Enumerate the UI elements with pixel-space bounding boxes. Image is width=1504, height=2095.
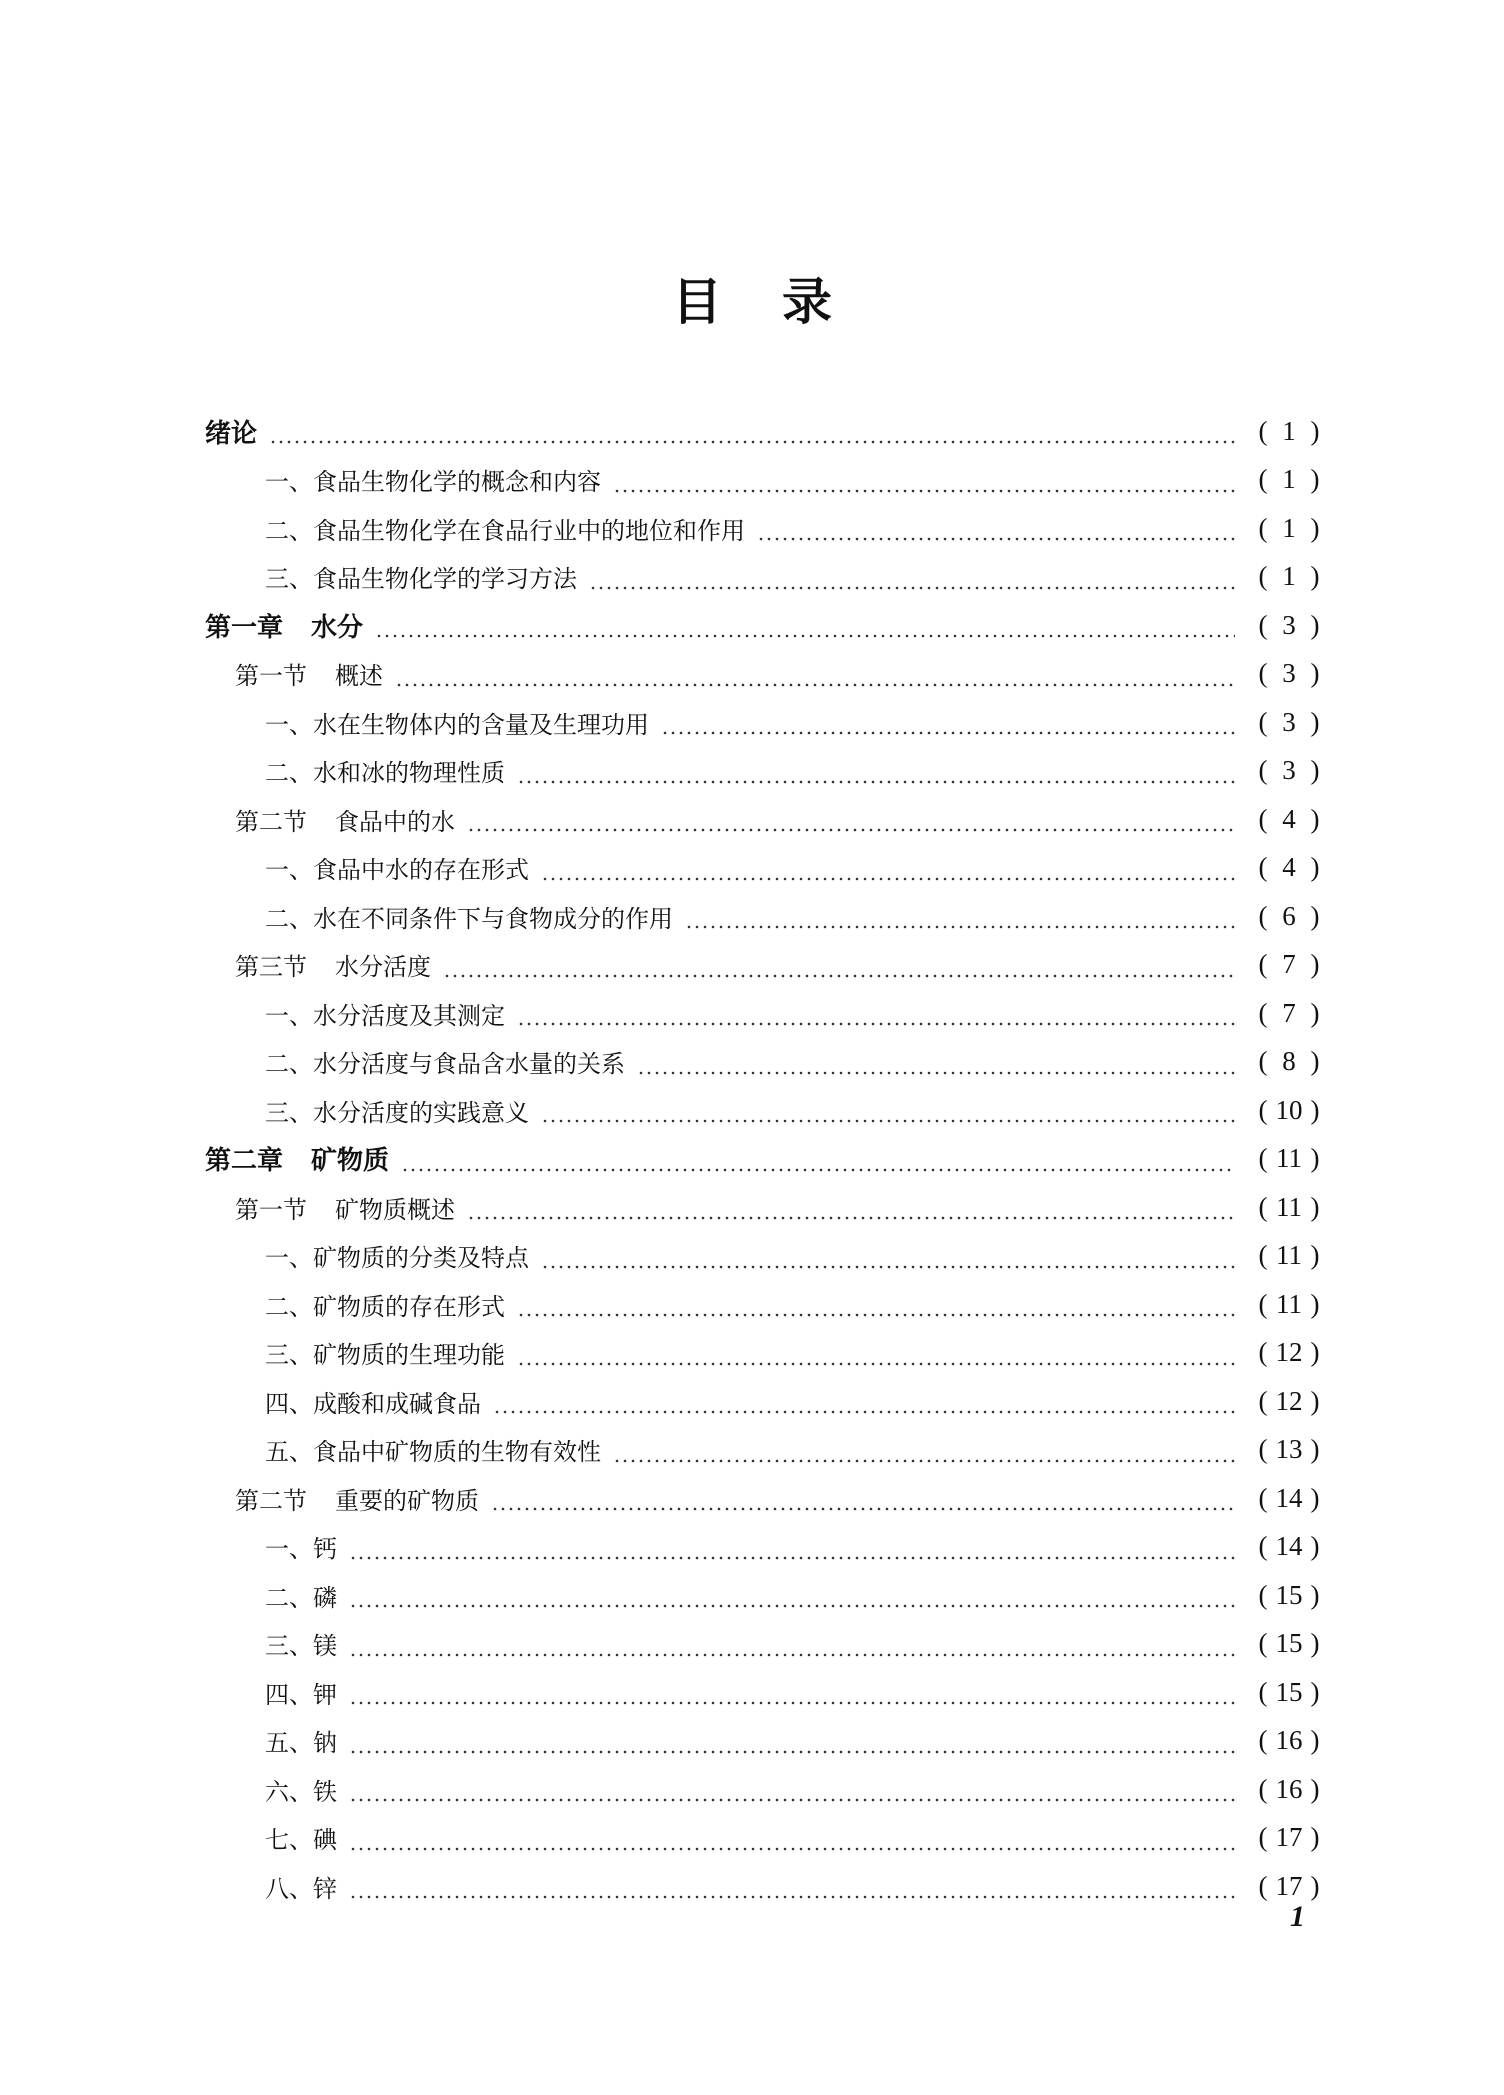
open-paren: ( [1258,561,1268,592]
toc-entry-label [265,850,535,885]
toc-entry-title: 一、水在生物体内的含量及生理功用 [265,710,649,739]
dot-leader [517,1000,1235,1026]
dot-leader [613,1437,1235,1463]
close-paren: ) [1310,609,1320,640]
toc-entry-page [1249,561,1329,592]
toc-entry-label [265,899,679,934]
open-paren: ( [1258,1191,1268,1222]
close-paren: ) [1310,1094,1320,1125]
toc-entry-label [205,607,369,644]
page-number-value: 4 [1282,803,1296,834]
close-paren: ) [1310,949,1320,980]
toc-entry-title: 矿物质 [311,1146,390,1177]
toc-entry-label [265,753,511,788]
dot-leader [349,1825,1235,1851]
toc-entry[interactable] [205,1086,1329,1135]
toc-entry-label [265,1432,607,1467]
toc-entry-title: 概述 [335,662,383,691]
dot-leader [349,1631,1235,1657]
toc-entry-label [265,511,751,546]
page-number-value: 13 [1275,1434,1303,1465]
toc-entry-page [1249,610,1329,641]
dot-leader [443,952,1235,978]
toc-entry-title: 食品中的水 [335,807,455,836]
toc-entry[interactable] [205,456,1329,505]
dot-leader [467,1194,1235,1220]
toc-entry[interactable] [205,795,1329,844]
toc-entry[interactable] [205,747,1329,796]
page-number-value: 4 [1282,852,1296,883]
toc-entry-page [1249,1822,1329,1853]
open-paren: ( [1258,1579,1268,1610]
dot-leader [493,1388,1235,1414]
dot-leader [349,1679,1235,1705]
toc-entry[interactable] [205,1668,1329,1717]
toc-entry-title: 一、水分活度及其测定 [265,1001,505,1030]
toc-entry-title: 一、矿物质的分类及特点 [265,1244,529,1273]
page-number-value: 16 [1275,1773,1303,1804]
page-number-value: 1 [1282,561,1296,592]
toc-entry-page [1249,658,1329,689]
page-number-value: 17 [1275,1870,1303,1901]
toc-entry-title: 五、食品中矿物质的生物有效性 [265,1438,601,1467]
toc-entry-page [1249,1434,1329,1465]
toc-entry-label [265,996,511,1031]
toc-entry-page [1249,755,1329,786]
close-paren: ) [1310,1773,1320,1804]
toc-entry[interactable] [205,1620,1329,1669]
toc-entry-page [1249,1240,1329,1271]
toc-entry-page [1249,852,1329,883]
close-paren: ) [1310,1385,1320,1416]
toc-entry-page [1249,998,1329,1029]
close-paren: ) [1310,1046,1320,1077]
close-paren: ) [1310,1191,1320,1222]
toc-entry-page [1249,1289,1329,1320]
toc-entry-label [235,947,437,982]
dot-leader [661,709,1235,735]
dot-leader [517,1340,1235,1366]
toc-entry-label [265,1384,487,1419]
page-number-value: 7 [1282,997,1296,1028]
open-paren: ( [1258,1094,1268,1125]
close-paren: ) [1310,1822,1320,1853]
open-paren: ( [1258,949,1268,980]
dot-leader [541,1097,1235,1123]
open-paren: ( [1258,464,1268,495]
close-paren: ) [1310,415,1320,446]
open-paren: ( [1258,1676,1268,1707]
toc-entry-title: 水分 [311,612,364,643]
open-paren: ( [1258,415,1268,446]
toc-entry-title: 四、成酸和成碱食品 [265,1389,481,1418]
dot-leader [349,1534,1235,1560]
toc-entry-label [265,462,607,497]
toc-entry-title: 五、钠 [265,1729,337,1758]
dot-leader [349,1873,1235,1899]
toc-entry-title: 矿物质概述 [335,1195,455,1224]
page-number-value: 11 [1276,1143,1302,1174]
page-number-value: 3 [1282,706,1296,737]
toc-entry[interactable] [205,1183,1329,1232]
toc-entry-title: 四、钾 [265,1680,337,1709]
toc-entry[interactable] [205,941,1329,990]
open-paren: ( [1258,658,1268,689]
toc-entry-page [1249,1337,1329,1368]
open-paren: ( [1258,1482,1268,1513]
close-paren: ) [1310,755,1320,786]
toc-entry[interactable] [205,1523,1329,1572]
toc-entry-label [265,1335,511,1370]
toc-entry-page [1249,901,1329,932]
toc-entry[interactable] [205,553,1329,602]
toc-entry-page [1249,464,1329,495]
toc-entry-page [1249,1483,1329,1514]
toc-entry-title: 二、水分活度与食品含水量的关系 [265,1050,625,1079]
close-paren: ) [1310,852,1320,883]
toc-entry-title: 八、锌 [265,1874,337,1903]
close-paren: ) [1310,561,1320,592]
toc-entry-label [235,656,389,691]
toc-entry[interactable] [205,989,1329,1038]
toc-entry-prefix: 第二节 [235,807,307,836]
toc-entry[interactable] [205,1765,1329,1814]
open-paren: ( [1258,852,1268,883]
close-paren: ) [1310,706,1320,737]
dot-leader [467,806,1235,832]
toc-entry-title: 二、水和冰的物理性质 [265,759,505,788]
page-number-value: 3 [1282,755,1296,786]
toc-entry-label [265,1238,535,1273]
toc-entry-title: 水分活度 [335,953,431,982]
toc-entry[interactable] [205,1038,1329,1087]
dot-leader [349,1728,1235,1754]
toc-entry[interactable] [205,698,1329,747]
toc-entry-title: 二、水在不同条件下与食物成分的作用 [265,904,673,933]
close-paren: ) [1310,1870,1320,1901]
toc-entry-label [265,1675,343,1710]
toc-entry-page [1249,1095,1329,1126]
toc-entry-page [1249,1580,1329,1611]
page-number: 1 [1290,1900,1305,1933]
toc-entry[interactable] [205,1426,1329,1475]
page-number-value: 7 [1282,949,1296,980]
page-number-value: 16 [1275,1725,1303,1756]
open-paren: ( [1258,609,1268,640]
toc-entry[interactable] [205,650,1329,699]
toc-entry[interactable] [205,1135,1329,1184]
toc-entry-title: 一、钙 [265,1535,337,1564]
dot-leader [589,564,1235,590]
open-paren: ( [1258,706,1268,737]
page-number-value: 11 [1276,1240,1302,1271]
page-number-value: 11 [1276,1191,1302,1222]
page-number-value: 3 [1282,658,1296,689]
page-number-value: 1 [1282,415,1296,446]
toc-entry[interactable] [205,892,1329,941]
toc-entry-label [265,1044,631,1079]
toc-entry-prefix: 第一章 [205,612,284,643]
close-paren: ) [1310,1143,1320,1174]
toc-entry[interactable] [205,1862,1329,1911]
toc-entry[interactable] [205,504,1329,553]
toc-entry-prefix: 第二章 [205,1146,284,1177]
open-paren: ( [1258,512,1268,543]
dot-leader [637,1049,1235,1075]
page-number-value: 3 [1282,609,1296,640]
page-title: 目录 [672,273,892,331]
open-paren: ( [1258,1143,1268,1174]
toc-entry-label [265,1093,535,1128]
toc-entry[interactable] [205,1474,1329,1523]
toc-entry-prefix: 第一节 [235,1195,307,1224]
dot-leader [349,1776,1235,1802]
toc-entry-label [205,1140,395,1177]
toc-entry-title: 二、食品生物化学在食品行业中的地位和作用 [265,516,745,545]
page-number-value: 15 [1275,1676,1303,1707]
open-paren: ( [1258,1240,1268,1271]
table-of-contents [205,407,1329,1911]
toc-entry-page [1249,416,1329,447]
toc-entry[interactable] [205,1329,1329,1378]
close-paren: ) [1310,1337,1320,1368]
open-paren: ( [1258,1628,1268,1659]
toc-entry-label [265,1869,343,1904]
page-number-value: 12 [1275,1385,1303,1416]
toc-entry-label [265,1723,343,1758]
page-number-value: 8 [1282,1046,1296,1077]
close-paren: ) [1310,464,1320,495]
toc-entry-title: 三、矿物质的生理功能 [265,1341,505,1370]
open-paren: ( [1258,1773,1268,1804]
toc-entry-title: 三、食品生物化学的学习方法 [265,565,577,594]
toc-entry-prefix: 绪论 [205,418,258,449]
toc-entry-page [1249,1192,1329,1223]
toc-entry-page [1249,1677,1329,1708]
toc-entry-page [1249,949,1329,980]
close-paren: ) [1310,512,1320,543]
toc-entry-page [1249,1386,1329,1417]
toc-entry-label [265,705,655,740]
page-number-value: 17 [1275,1822,1303,1853]
toc-entry[interactable] [205,1717,1329,1766]
close-paren: ) [1310,997,1320,1028]
open-paren: ( [1258,1725,1268,1756]
toc-entry-label [265,1578,343,1613]
page-number-value: 10 [1275,1094,1303,1125]
open-paren: ( [1258,1531,1268,1562]
toc-entry-title: 重要的矿物质 [335,1486,479,1515]
toc-entry-title: 二、矿物质的存在形式 [265,1292,505,1321]
toc-entry-label [235,1481,485,1516]
open-paren: ( [1258,1288,1268,1319]
toc-entry[interactable] [205,844,1329,893]
toc-entry-title: 七、碘 [265,1826,337,1855]
toc-entry-page [1249,1774,1329,1805]
toc-entry[interactable] [205,1814,1329,1863]
toc-entry-title: 三、镁 [265,1632,337,1661]
toc-entry-page [1249,1143,1329,1174]
dot-leader [517,758,1235,784]
toc-entry-page [1249,707,1329,738]
toc-entry-title: 六、铁 [265,1777,337,1806]
close-paren: ) [1310,1434,1320,1465]
toc-entry-label [265,1626,343,1661]
toc-entry-page [1249,1871,1329,1902]
open-paren: ( [1258,1870,1268,1901]
toc-entry[interactable] [205,1232,1329,1281]
toc-entry-page [1249,513,1329,544]
toc-entry[interactable] [205,601,1329,650]
toc-entry-label [265,1287,511,1322]
page-number-value: 1 [1282,512,1296,543]
toc-entry[interactable] [205,407,1329,456]
page-number-value: 11 [1276,1288,1302,1319]
toc-entry-label [205,413,263,450]
toc-entry-title: 三、水分活度的实践意义 [265,1098,529,1127]
dot-leader [491,1485,1235,1511]
dot-leader [757,515,1235,541]
dot-leader [269,418,1235,444]
page-number-value: 15 [1275,1628,1303,1659]
toc-entry-page [1249,1628,1329,1659]
dot-leader [395,661,1235,687]
close-paren: ) [1310,1676,1320,1707]
close-paren: ) [1310,1579,1320,1610]
toc-entry-title: 二、磷 [265,1583,337,1612]
toc-entry-page [1249,804,1329,835]
close-paren: ) [1310,1725,1320,1756]
close-paren: ) [1310,1240,1320,1271]
toc-entry-label [265,1529,343,1564]
toc-entry-page [1249,1531,1329,1562]
open-paren: ( [1258,755,1268,786]
open-paren: ( [1258,1385,1268,1416]
toc-entry-prefix: 第二节 [235,1486,307,1515]
open-paren: ( [1258,803,1268,834]
toc-entry-label [265,559,583,594]
toc-entry-page [1249,1046,1329,1077]
open-paren: ( [1258,1822,1268,1853]
open-paren: ( [1258,1434,1268,1465]
close-paren: ) [1310,1288,1320,1319]
close-paren: ) [1310,1628,1320,1659]
page-number-value: 14 [1275,1482,1303,1513]
open-paren: ( [1258,1337,1268,1368]
toc-entry-title: 一、食品生物化学的概念和内容 [265,468,601,497]
page-number-value: 1 [1282,464,1296,495]
toc-entry-label [265,1772,343,1807]
open-paren: ( [1258,1046,1268,1077]
close-paren: ) [1310,803,1320,834]
close-paren: ) [1310,900,1320,931]
page-number-value: 6 [1282,900,1296,931]
toc-entry[interactable] [205,1377,1329,1426]
close-paren: ) [1310,1482,1320,1513]
toc-entry[interactable] [205,1571,1329,1620]
dot-leader [685,903,1235,929]
toc-entry-title: 一、食品中水的存在形式 [265,856,529,885]
close-paren: ) [1310,658,1320,689]
toc-entry[interactable] [205,1280,1329,1329]
close-paren: ) [1310,1531,1320,1562]
dot-leader [401,1146,1235,1172]
dot-leader [541,1243,1235,1269]
dot-leader [541,855,1235,881]
toc-entry-label [265,1820,343,1855]
dot-leader [349,1582,1235,1608]
open-paren: ( [1258,997,1268,1028]
toc-entry-label [235,1190,461,1225]
page-number-value: 15 [1275,1579,1303,1610]
page-number-value: 14 [1275,1531,1303,1562]
toc-entry-label [235,802,461,837]
toc-entry-prefix: 第一节 [235,662,307,691]
dot-leader [613,467,1235,493]
toc-entry-page [1249,1725,1329,1756]
page-number-value: 12 [1275,1337,1303,1368]
open-paren: ( [1258,900,1268,931]
dot-leader [517,1291,1235,1317]
dot-leader [375,612,1235,638]
toc-entry-prefix: 第三节 [235,953,307,982]
